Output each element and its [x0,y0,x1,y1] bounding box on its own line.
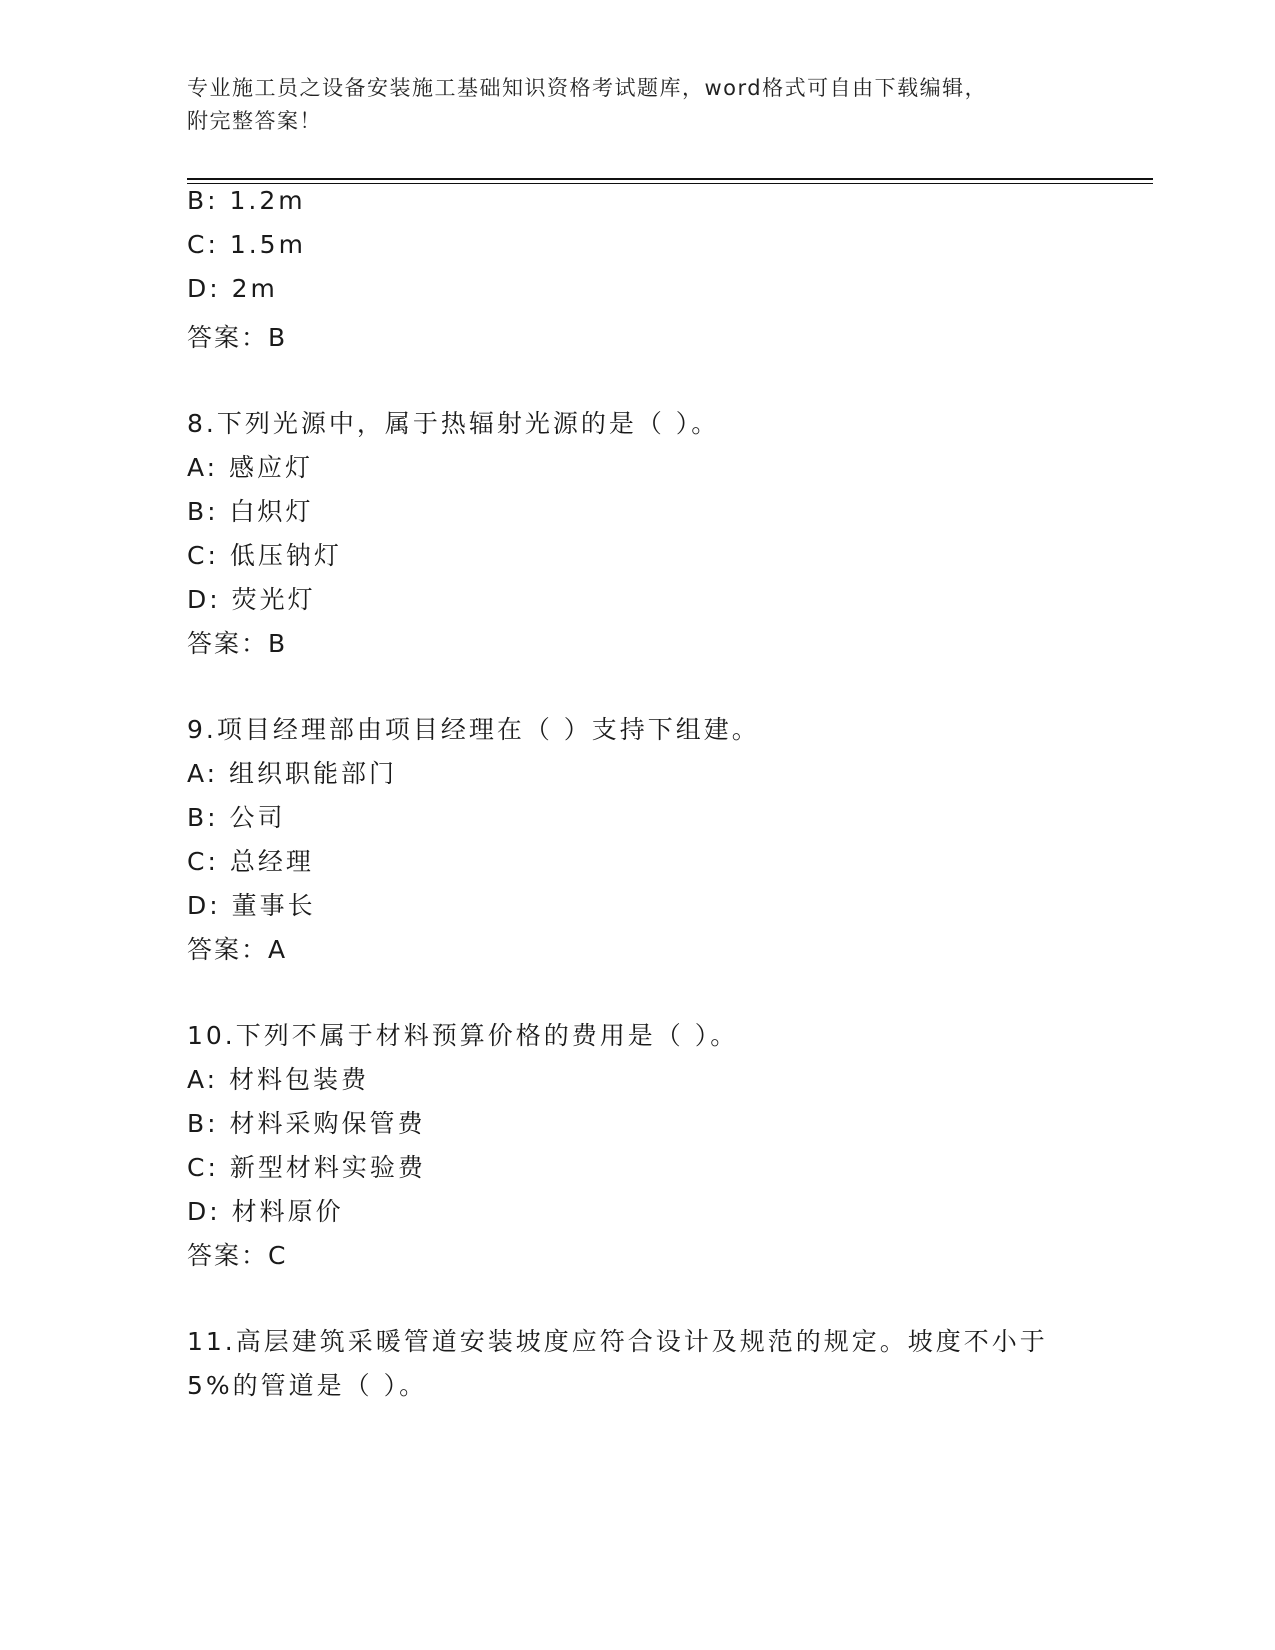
option-c: C: 低压钠灯 [187,541,342,570]
option-c: C: 1.5m [187,230,306,259]
option-d: D: 2m [187,274,278,303]
question-stem-line-1: 11.高层建筑采暖管道安装坡度应符合设计及规范的规定。坡度不小于 [187,1327,1048,1356]
option-c: C: 新型材料实验费 [187,1153,426,1182]
answer-line: 答案：B [187,323,288,352]
header-divider [187,178,1153,184]
question-stem: 8.下列光源中，属于热辐射光源的是（ ）。 [187,409,720,438]
option-d: D: 董事长 [187,891,316,920]
option-a: A: 材料包装费 [187,1065,370,1094]
option-b: B: 1.2m [187,186,306,215]
document-header [187,72,1067,138]
option-b: B: 材料采购保管费 [187,1109,426,1138]
answer-line: 答案：B [187,629,288,658]
answer-line: 答案：A [187,935,288,964]
option-d: D: 荧光灯 [187,585,316,614]
option-a: A: 感应灯 [187,453,314,482]
answer-line: 答案：C [187,1241,288,1270]
option-a: A: 组织职能部门 [187,759,398,788]
question-stem: 9.项目经理部由项目经理在（ ）支持下组建。 [187,715,760,744]
option-d: D: 材料原价 [187,1197,344,1226]
option-b: B: 白炽灯 [187,497,314,526]
header-line-2: 附完整答案！ [187,109,322,133]
option-b: B: 公司 [187,803,286,832]
question-stem: 10.下列不属于材料预算价格的费用是（ ）。 [187,1021,739,1050]
question-stem-line-2: 5%的管道是（ ）。 [187,1371,428,1400]
option-c: C: 总经理 [187,847,314,876]
header-line-1: 专业施工员之设备安装施工基础知识资格考试题库，word格式可自由下载编辑， [187,76,988,100]
